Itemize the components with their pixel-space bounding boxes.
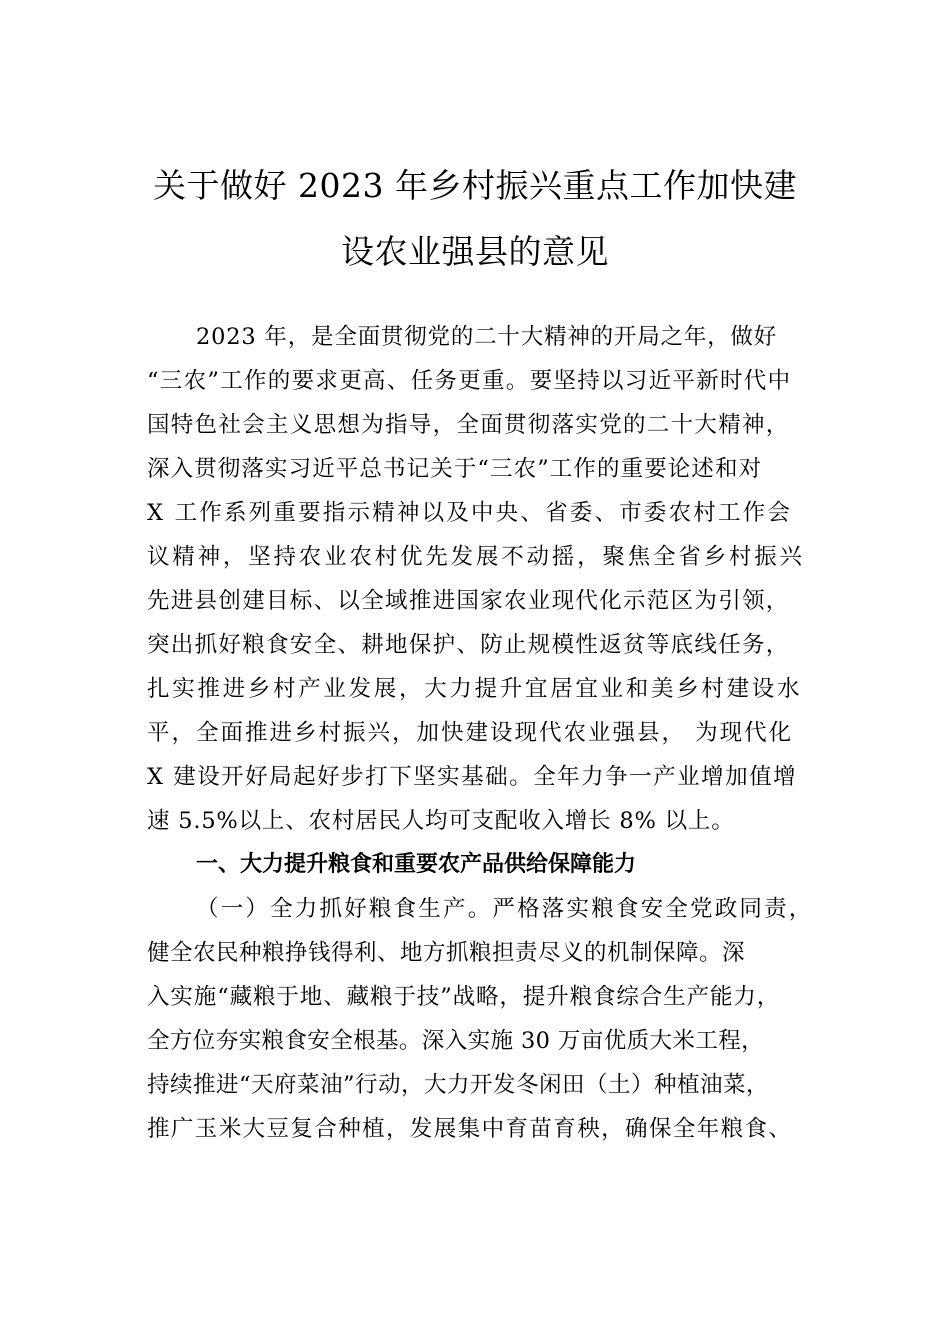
body-line: 先进县创建目标、以全域推进国家农业现代化示范区为引领， [147,588,790,614]
document-title-line-1: 关于做好 2023 年乡村振兴重点工作加快建 [153,166,797,205]
document-title-line-2: 设农业强县的意见 [341,232,609,271]
body-line: 健全农民种粮挣钱得利、地方抓粮担责尽义的机制保障。深 [147,940,746,966]
body-line: X 工作系列重要指示精神以及中央、省委、市委农村工作会 [147,500,793,526]
body-line: 深入贯彻落实习近平总书记关于“三农”工作的重要论述和对 [147,456,763,482]
body-line: 速 5.5%以上、农村居民人均可支配收入增长 8% 以上。 [147,808,735,834]
body-line: 平，全面推进乡村振兴，加快建设现代农业强县， 为现代化 [147,720,794,746]
section-heading: 一、大力提升粮食和重要农产品供给保障能力 [196,852,637,877]
body-line: 议精神，坚持农业农村优先发展不动摇，聚焦全省乡村振兴 [147,544,805,570]
body-line: 扎实推进乡村产业发展，大力提升宜居宜业和美乡村建设水 [147,676,803,702]
body-line: “三农”工作的要求更高、任务更重。要坚持以习近平新时代中 [147,368,792,394]
body-line: 入实施“藏粮于地、藏粮于技”战略，提升粮食综合生产能力， [147,984,781,1010]
body-line: X 建设开好局起好步打下坚实基础。全年力争一产业增加值增 [147,764,798,790]
body-line: 突出抓好粮食安全、耕地保护、防止规模性返贫等底线任务， [147,632,790,658]
body-line: 国特色社会主义思想为指导，全面贯彻落实党的二十大精神， [147,412,790,438]
body-line: 2023 年，是全面贯彻党的二十大精神的开局之年，做好 [196,324,778,350]
body-line: 全方位夯实粮食安全根基。深入实施 30 万亩优质大米工程， [147,1028,765,1054]
body-line: 持续推进“天府菜油”行动，大力开发冬闲田（土）种植油菜， [147,1072,770,1098]
body-line: 推广玉米大豆复合种植，发展集中育苗育秧，确保全年粮食、 [147,1116,793,1142]
body-line: （一）全力抓好粮食生产。严格落实粮食安全党政同责， [196,896,814,922]
